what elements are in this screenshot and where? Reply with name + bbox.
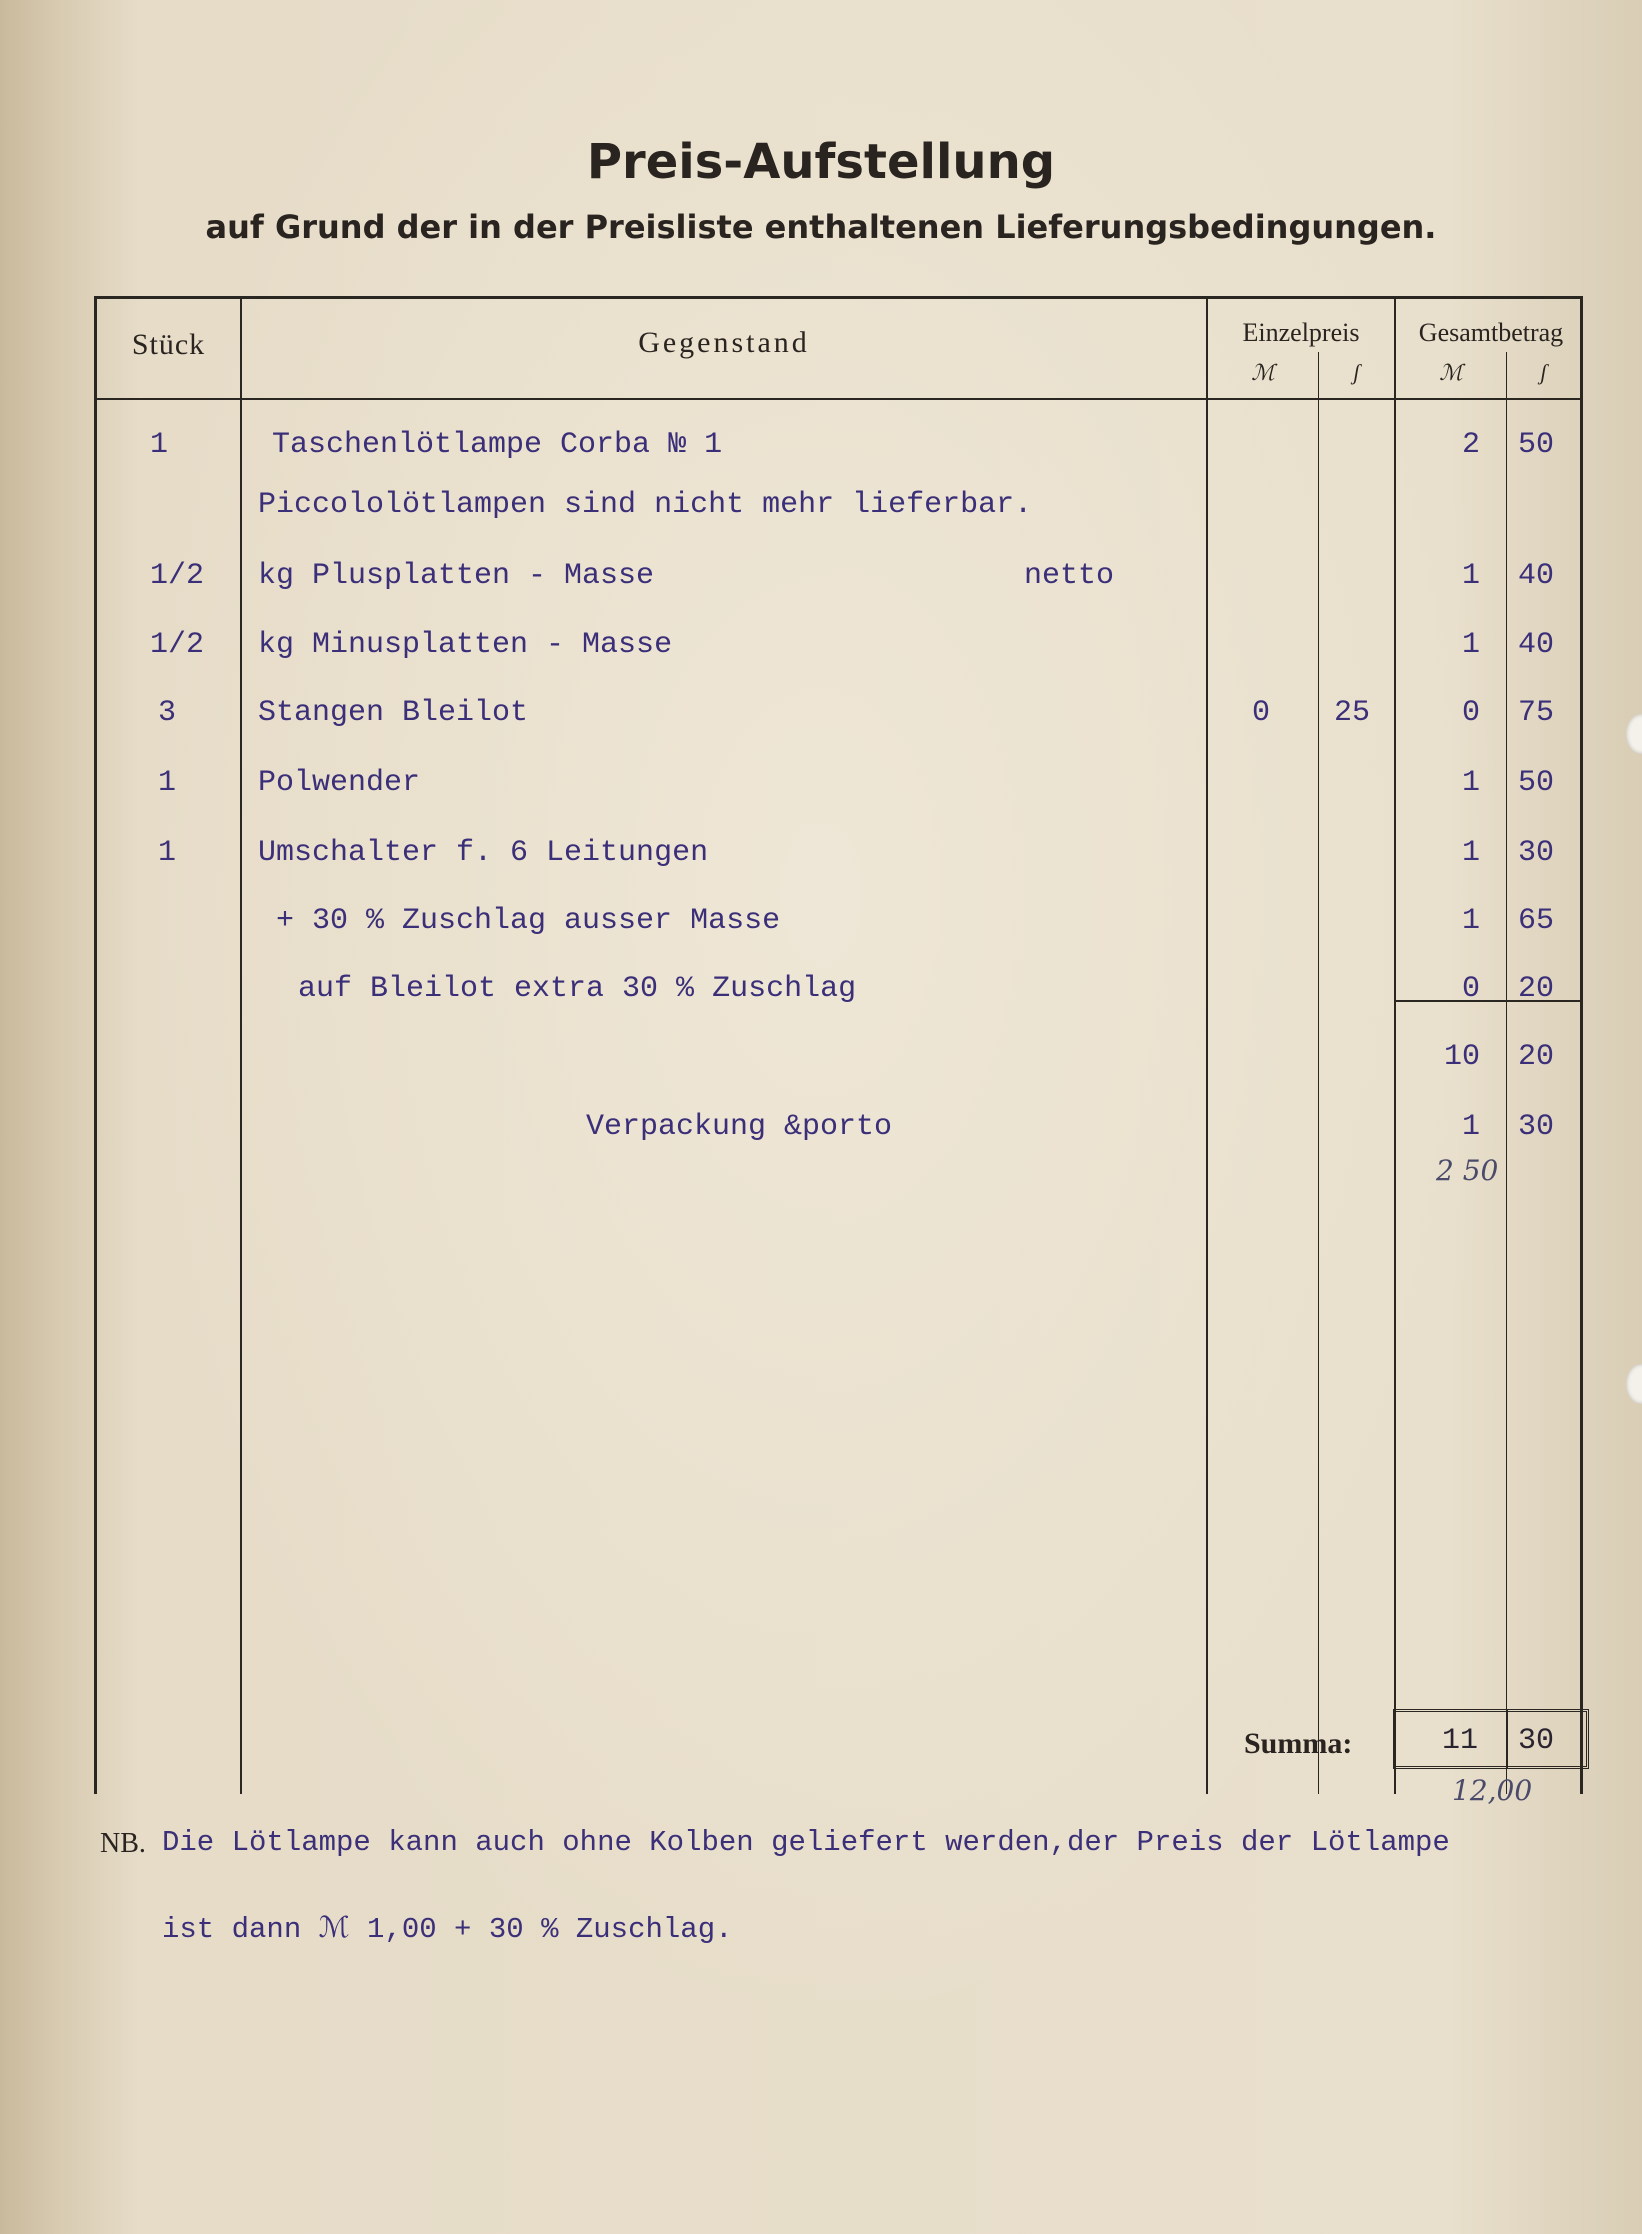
row-qty: 3 — [158, 696, 177, 730]
document-subtitle: auf Grund der in der Preisliste enthaltenen Lieferungsbedingungen. — [205, 208, 1437, 246]
row-total-pfennig: 65 — [1518, 904, 1555, 938]
nb-line-2: ist dann ℳ 1,00 + 30 % Zuschlag. — [162, 1913, 733, 1946]
row-item: auf Bleilot extra 30 % Zuschlag — [298, 972, 857, 1006]
table-top-border — [94, 296, 1582, 299]
subtotal-mark: 10 — [1443, 1040, 1480, 1074]
column-header-item: Gegenstand — [638, 326, 810, 359]
row-item: Stangen Bleilot — [258, 696, 529, 730]
column-divider — [240, 296, 242, 1794]
row-total-pfennig: 20 — [1518, 972, 1555, 1006]
row-item: Verpackung &porto — [586, 1110, 893, 1144]
nb-label: NB. — [100, 1828, 146, 1859]
row-total-mark: 1 — [1461, 559, 1480, 593]
column-divider — [1506, 352, 1507, 1794]
handwritten-total: 12,00 — [1452, 1774, 1533, 1807]
row-item: Polwender — [258, 766, 421, 800]
column-unit-mark: ℳ — [1439, 360, 1463, 385]
column-divider — [1206, 296, 1208, 1794]
row-unit-price-mark: 0 — [1252, 696, 1271, 730]
row-total-mark: 1 — [1461, 836, 1480, 870]
summa-pfennig: 30 — [1518, 1724, 1555, 1758]
row-total-mark: 1 — [1461, 904, 1480, 938]
row-total-mark: 1 — [1461, 628, 1480, 662]
row-total-mark: 1 — [1461, 1110, 1480, 1144]
row-item: + 30 % Zuschlag ausser Masse — [276, 904, 781, 938]
row-item: kg Minusplatten - Masse — [258, 628, 673, 662]
row-total-mark: 0 — [1461, 972, 1480, 1006]
column-unit-pfennig: ʃ — [1353, 360, 1360, 385]
row-total-pfennig: 40 — [1518, 628, 1555, 662]
row-qty: 1 — [158, 836, 177, 870]
summa-label: Summa: — [1244, 1727, 1353, 1760]
summa-divider — [1506, 1709, 1508, 1769]
punch-hole — [1626, 1364, 1642, 1404]
table-right-border — [1580, 296, 1583, 1794]
row-item: kg Plusplatten - Masse — [258, 559, 655, 593]
handwritten-packing-correction: 2 50 — [1436, 1154, 1499, 1187]
row-total-pfennig: 75 — [1518, 696, 1555, 730]
row-total-pfennig: 50 — [1518, 766, 1555, 800]
row-qty: 1 — [158, 766, 177, 800]
row-total-pfennig: 40 — [1518, 559, 1555, 593]
table-left-border — [94, 296, 97, 1794]
column-header-qty: Stück — [131, 328, 206, 361]
row-qty: 1/2 — [150, 559, 205, 593]
summa-mark: 11 — [1441, 1724, 1478, 1758]
row-item: Umschalter f. 6 Leitungen — [258, 836, 709, 870]
row-unit-price-pfennig: 25 — [1334, 696, 1371, 730]
row-item: Piccololötlampen sind nicht mehr lieferbar. — [258, 488, 1033, 522]
document-title: Preis-Aufstellung — [586, 134, 1056, 190]
row-qty: 1/2 — [150, 628, 205, 662]
row-total-mark: 1 — [1461, 766, 1480, 800]
row-item: Taschenlötlampe Corba № 1 — [272, 428, 723, 462]
row-qty: 1 — [150, 428, 169, 462]
column-unit-mark: ℳ — [1251, 360, 1275, 385]
column-header-total: Gesamtbetrag — [1418, 318, 1564, 347]
column-divider — [1394, 296, 1396, 1794]
row-total-mark: 0 — [1461, 696, 1480, 730]
column-divider — [1318, 352, 1319, 1794]
column-header-unit-price: Einzelpreis — [1242, 318, 1360, 347]
punch-hole — [1626, 714, 1642, 754]
row-total-pfennig: 50 — [1518, 428, 1555, 462]
nb-line-1: Die Lötlampe kann auch ohne Kolben geliefert werden,der Preis der Lötlampe — [162, 1826, 1450, 1859]
row-total-pfennig: 30 — [1518, 1110, 1555, 1144]
header-bottom-border — [94, 398, 1582, 400]
subtotal-pfennig: 20 — [1518, 1040, 1555, 1074]
row-note: netto — [1024, 559, 1115, 593]
column-unit-pfennig: ʃ — [1540, 360, 1547, 385]
row-total-mark: 2 — [1461, 428, 1480, 462]
row-total-pfennig: 30 — [1518, 836, 1555, 870]
